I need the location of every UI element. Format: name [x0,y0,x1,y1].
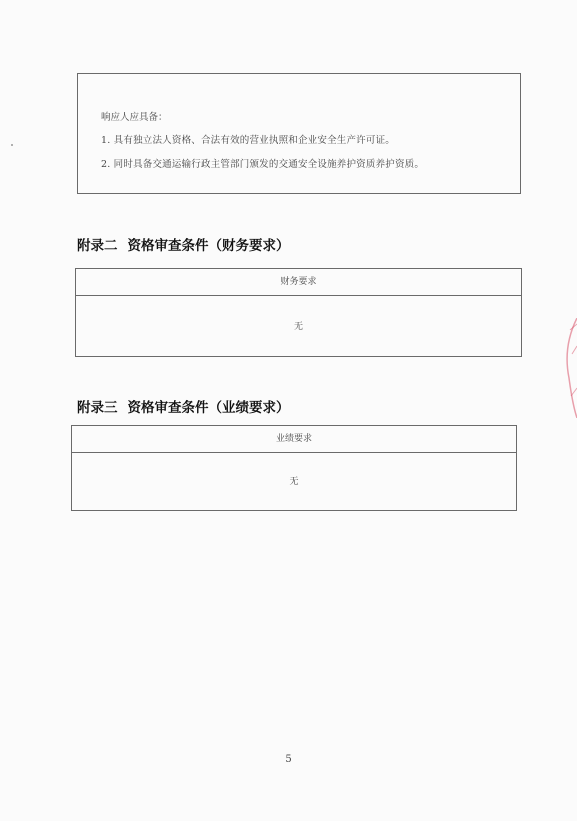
appendix3-heading [77,396,290,416]
appendix3-number: 附录三 [77,400,118,416]
performance-requirements-table [71,425,517,511]
performance-table-header: 业绩要求 [72,426,516,453]
requirement-item: 2. 同时具备交通运输行政主管部门颁发的交通安全设施养护资质养护资质。 [101,159,425,170]
appendix2-heading [77,234,290,254]
requirements-box [77,73,521,194]
financial-table-value: 无 [293,322,303,332]
appendix2-title: 资格审查条件（财务要求） [127,238,290,254]
requirements-intro: 响应人应具备： [101,112,168,123]
appendix3-title: 资格审查条件（业绩要求） [127,400,290,416]
scan-speck [11,144,13,146]
financial-requirements-table [75,268,522,357]
performance-table-value: 无 [289,477,299,487]
requirement-item: 1. 具有独立法人资格、合法有效的营业执照和企业安全生产许可证。 [101,135,395,146]
page-number: 5 [285,754,292,765]
financial-table-header: 财务要求 [76,269,521,296]
appendix2-number: 附录二 [77,238,118,254]
seal-stamp-edge [561,318,577,418]
